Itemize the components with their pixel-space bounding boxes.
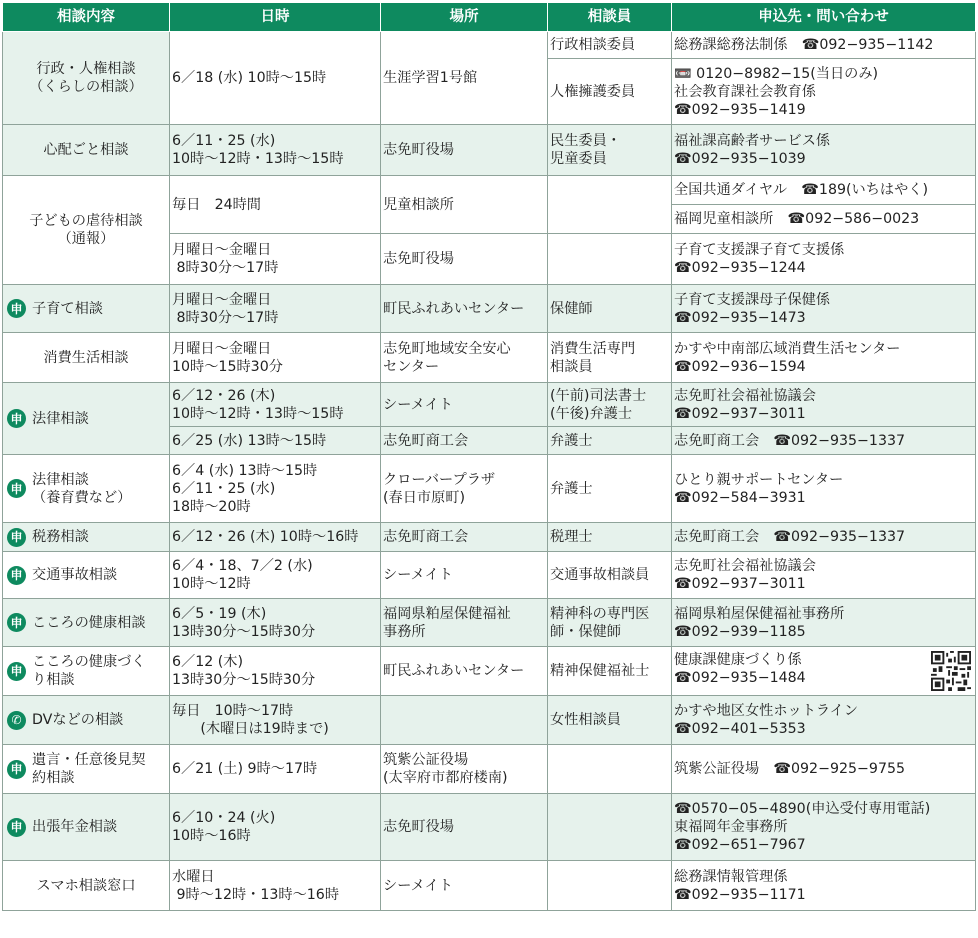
category-cell [3, 383, 170, 455]
contact-cell: 総務課情報管理係 ☎092−935−1171 [672, 861, 976, 911]
place-cell: 志免町役場 [381, 234, 548, 285]
consultation-schedule-table [2, 2, 976, 911]
datetime-cell: 6／12 (木) 13時30分～15時30分 [170, 647, 381, 696]
contact-cell: ひとり親サポートセンター ☎092−584−3931 [672, 455, 976, 523]
category-label: 子どもの虐待相談 （通報） [29, 213, 143, 247]
table-row [3, 455, 976, 523]
counselor-cell: 消費生活専門 相談員 [548, 333, 672, 383]
table-row [3, 125, 976, 176]
category-label: こころの健康づく り相談 [32, 654, 146, 688]
application-required-icon: 申 [7, 613, 26, 632]
application-required-icon: 申 [7, 479, 26, 498]
place-cell: 町民ふれあいセンター [381, 285, 548, 333]
counselor-cell: (午前)司法書士 (午後)弁護士 [548, 383, 672, 427]
category-label: 消費生活相談 [43, 349, 129, 366]
datetime-cell: 6／10・24 (火) 10時～16時 [170, 794, 381, 861]
counselor-cell: 民生委員・ 児童委員 [548, 125, 672, 176]
category-cell [3, 176, 170, 285]
table-row [3, 383, 976, 427]
category-label: 法律相談 [32, 410, 89, 427]
contact-cell: 志免町社会福祉協議会 ☎092−937−3011 [672, 383, 976, 427]
application-required-icon: 申 [7, 566, 26, 585]
place-cell: 志免町役場 [381, 125, 548, 176]
datetime-cell: 6／5・19 (木) 13時30分～15時30分 [170, 599, 381, 647]
place-cell: シーメイト [381, 861, 548, 911]
category-label: 子育て相談 [32, 300, 103, 317]
category-cell [3, 745, 170, 794]
contact-cell: かすや中南部広域消費生活センター ☎092−936−1594 [672, 333, 976, 383]
header-counselor: 相談員 [548, 3, 672, 32]
datetime-cell: 月曜日～金曜日 8時30分～17時 [170, 234, 381, 285]
contact-cell: 📼 0120−8982−15(当日のみ) 社会教育課社会教育係 ☎092−935−1419 [672, 59, 976, 125]
category-cell [3, 125, 170, 176]
place-cell: クローバープラザ (春日市原町) [381, 455, 548, 523]
contact-cell: 福岡県粕屋保健福祉事務所 ☎092−939−1185 [672, 599, 976, 647]
contact-cell: 総務課総務法制係 ☎092−935−1142 [672, 32, 976, 59]
table-row [3, 333, 976, 383]
contact-cell: 志免町商工会 ☎092−935−1337 [672, 427, 976, 455]
counselor-cell: 弁護士 [548, 455, 672, 523]
category-label: 法律相談 （養育費など） [32, 471, 132, 506]
contact-cell: 筑紫公証役場 ☎092−925−9755 [672, 745, 976, 794]
contact-cell: ☎0570−05−4890(申込受付専用電話) 東福岡年金事務所 ☎092−651−7967 [672, 794, 976, 861]
header-datetime: 日時 [170, 3, 381, 32]
datetime-cell: 6／21 (土) 9時～17時 [170, 745, 381, 794]
place-cell: シーメイト [381, 383, 548, 427]
counselor-cell [548, 176, 672, 234]
place-cell: シーメイト [381, 552, 548, 599]
category-cell [3, 285, 170, 333]
header-category: 相談内容 [3, 3, 170, 32]
contact-cell [672, 647, 976, 696]
category-label: 遺言・任意後見契 約相談 [32, 752, 146, 786]
application-required-icon: 申 [7, 299, 26, 318]
table-header-row [3, 3, 976, 32]
category-label: 行政・人権相談 （くらしの相談） [29, 61, 143, 95]
counselor-cell: 行政相談委員 [548, 32, 672, 59]
datetime-cell: 6／4・18、7／2 (水) 10時～12時 [170, 552, 381, 599]
category-label: 税務相談 [32, 529, 89, 545]
category-cell [3, 455, 170, 523]
place-cell [381, 696, 548, 745]
counselor-cell [548, 745, 672, 794]
table-row [3, 32, 976, 59]
counselor-cell: 交通事故相談員 [548, 552, 672, 599]
category-cell [3, 599, 170, 647]
table-row [3, 176, 976, 205]
counselor-cell: 女性相談員 [548, 696, 672, 745]
place-cell: 筑紫公証役場 (太宰府市都府楼南) [381, 745, 548, 794]
counselor-cell: 税理士 [548, 523, 672, 552]
datetime-cell: 毎日 10時～17時 (木曜日は19時まで) [170, 696, 381, 745]
place-cell: 志免町役場 [381, 794, 548, 861]
counselor-cell: 弁護士 [548, 427, 672, 455]
datetime-cell: 6／4 (水) 13時～15時 6／11・25 (水) 18時～20時 [170, 455, 381, 523]
application-required-icon: 申 [7, 760, 26, 779]
contact-cell: 子育て支援課母子保健係 ☎092−935−1473 [672, 285, 976, 333]
place-cell: 志免町商工会 [381, 427, 548, 455]
place-cell: 生涯学習1号館 [381, 32, 548, 125]
category-label: スマホ相談窓口 [36, 877, 136, 894]
category-cell [3, 333, 170, 383]
contact-cell: かすや地区女性ホットライン ☎092−401−5353 [672, 696, 976, 745]
category-cell [3, 552, 170, 599]
counselor-cell: 精神保健福祉士 [548, 647, 672, 696]
datetime-cell: 月曜日～金曜日 10時～15時30分 [170, 333, 381, 383]
category-label: こころの健康相談 [32, 614, 146, 631]
table-row [3, 647, 976, 696]
category-label: 心配ごと相談 [43, 142, 129, 158]
table-row [3, 552, 976, 599]
category-cell [3, 794, 170, 861]
table-row [3, 861, 976, 911]
datetime-cell: 毎日 24時間 [170, 176, 381, 234]
datetime-cell: 6／25 (水) 13時～15時 [170, 427, 381, 455]
category-label: 交通事故相談 [32, 567, 118, 583]
counselor-cell: 精神科の専門医 師・保健師 [548, 599, 672, 647]
application-required-icon: 申 [7, 662, 26, 681]
contact-cell: 志免町商工会 ☎092−935−1337 [672, 523, 976, 552]
category-cell [3, 32, 170, 125]
counselor-cell: 人権擁護委員 [548, 59, 672, 125]
contact-text: 健康課健康づくり係 ☎092−935−1484 [674, 652, 806, 686]
place-cell: 福岡県粕屋保健福祉 事務所 [381, 599, 548, 647]
counselor-cell [548, 794, 672, 861]
datetime-cell: 6／18 (水) 10時～15時 [170, 32, 381, 125]
counselor-cell [548, 234, 672, 285]
header-place: 場所 [381, 3, 548, 32]
contact-cell: 子育て支援課子育て支援係 ☎092−935−1244 [672, 234, 976, 285]
place-cell: 志免町商工会 [381, 523, 548, 552]
qr-code-icon [931, 651, 971, 691]
table-row [3, 745, 976, 794]
place-cell: 町民ふれあいセンター [381, 647, 548, 696]
contact-cell: 福祉課高齢者サービス係 ☎092−935−1039 [672, 125, 976, 176]
category-cell [3, 647, 170, 696]
datetime-cell: 6／11・25 (水) 10時～12時・13時～15時 [170, 125, 381, 176]
category-cell [3, 696, 170, 745]
application-required-icon: 申 [7, 409, 26, 428]
application-required-icon: 申 [7, 818, 26, 837]
category-label: DVなどの相談 [32, 712, 124, 728]
datetime-cell: 6／12・26 (木) 10時～16時 [170, 523, 381, 552]
category-cell [3, 523, 170, 552]
table-row [3, 285, 976, 333]
table-row [3, 794, 976, 861]
phone-icon: ✆ [7, 711, 26, 730]
application-required-icon: 申 [7, 528, 26, 547]
contact-cell: 志免町社会福祉協議会 ☎092−937−3011 [672, 552, 976, 599]
datetime-cell: 月曜日～金曜日 8時30分～17時 [170, 285, 381, 333]
table-row [3, 696, 976, 745]
counselor-cell: 保健師 [548, 285, 672, 333]
header-contact: 申込先・問い合わせ [672, 3, 976, 32]
category-cell [3, 861, 170, 911]
place-cell: 志免町地域安全安心 センター [381, 333, 548, 383]
category-label: 出張年金相談 [32, 819, 118, 835]
counselor-cell [548, 861, 672, 911]
contact-cell: 福岡児童相談所 ☎092−586−0023 [672, 205, 976, 234]
table-row [3, 599, 976, 647]
datetime-cell: 6／12・26 (木) 10時～12時・13時～15時 [170, 383, 381, 427]
table-row [3, 523, 976, 552]
place-cell: 児童相談所 [381, 176, 548, 234]
datetime-cell: 水曜日 9時～12時・13時～16時 [170, 861, 381, 911]
contact-cell: 全国共通ダイヤル ☎189(いちはやく) [672, 176, 976, 205]
